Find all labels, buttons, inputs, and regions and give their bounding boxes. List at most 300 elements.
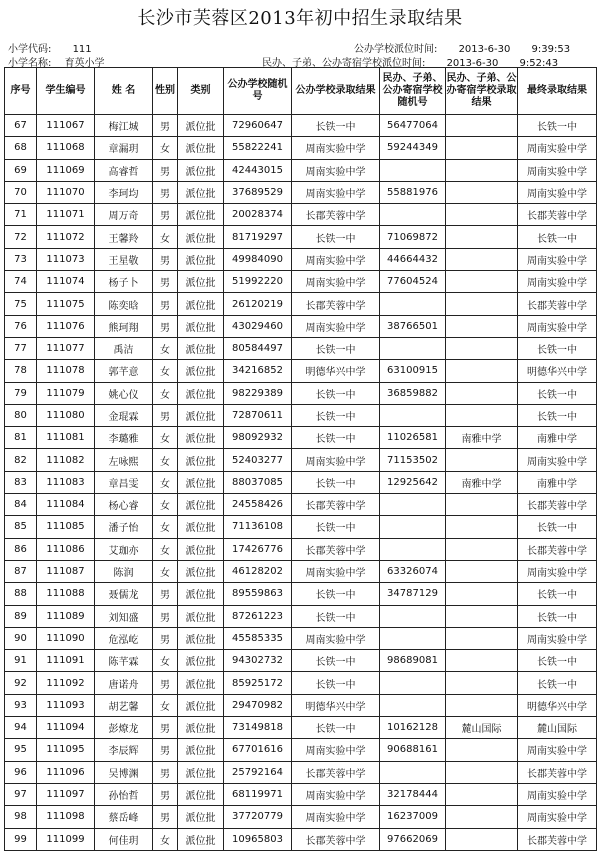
table-cell: 37720779	[224, 806, 292, 828]
table-cell: 长铁一中	[292, 516, 380, 538]
table-cell	[380, 293, 446, 315]
table-cell: 长铁一中	[518, 516, 597, 538]
table-cell	[446, 605, 518, 627]
table-cell	[380, 337, 446, 359]
table-cell: 派位批	[178, 806, 224, 828]
table-cell: 明德华兴中学	[292, 360, 380, 382]
table-cell: 111091	[37, 650, 95, 672]
table-cell: 艾珈亦	[95, 538, 153, 560]
table-cell: 胡艺馨	[95, 694, 153, 716]
table-cell: 派位批	[178, 248, 224, 270]
table-cell	[380, 538, 446, 560]
table-cell: 明德华兴中学	[518, 694, 597, 716]
table-cell	[446, 449, 518, 471]
table-cell	[446, 204, 518, 226]
table-cell: 王星敬	[95, 248, 153, 270]
table-cell: 派位批	[178, 471, 224, 493]
table-cell: 派位批	[178, 181, 224, 203]
table-cell: 111073	[37, 248, 95, 270]
table-cell	[446, 360, 518, 382]
table-cell	[446, 761, 518, 783]
table-cell: 52403277	[224, 449, 292, 471]
public-date: 2013-6-30	[458, 44, 511, 55]
table-cell: 周南实验中学	[292, 159, 380, 181]
table-cell: 男	[153, 315, 178, 337]
table-cell: 96	[5, 761, 37, 783]
table-cell	[446, 293, 518, 315]
table-cell: 81719297	[224, 226, 292, 248]
table-cell: 111097	[37, 783, 95, 805]
table-cell: 111069	[37, 159, 95, 181]
table-cell: 派位批	[178, 627, 224, 649]
table-cell: 72960647	[224, 115, 292, 137]
table-cell: 周南实验中学	[292, 137, 380, 159]
table-cell: 84	[5, 494, 37, 516]
table-row	[5, 315, 597, 337]
table-cell: 周南实验中学	[292, 560, 380, 582]
table-row	[5, 471, 597, 493]
table-cell: 孙怡哲	[95, 783, 153, 805]
table-cell: 男	[153, 783, 178, 805]
table-cell: 82	[5, 449, 37, 471]
table-row	[5, 159, 597, 181]
table-cell: 97	[5, 783, 37, 805]
table-cell: 长郡芙蓉中学	[518, 538, 597, 560]
table-cell	[446, 159, 518, 181]
table-cell: 71136108	[224, 516, 292, 538]
table-cell: 周南实验中学	[292, 627, 380, 649]
table-cell: 72870611	[224, 404, 292, 426]
table-cell: 111071	[37, 204, 95, 226]
table-cell: 派位批	[178, 538, 224, 560]
table-cell: 45585335	[224, 627, 292, 649]
table-cell: 男	[153, 583, 178, 605]
table-cell: 49984090	[224, 248, 292, 270]
table-row	[5, 783, 597, 805]
table-cell: 男	[153, 159, 178, 181]
table-cell: 周南实验中学	[518, 271, 597, 293]
table-row	[5, 516, 597, 538]
table-cell: 南雅中学	[518, 427, 597, 449]
table-cell: 34787129	[380, 583, 446, 605]
table-cell: 周南实验中学	[518, 449, 597, 471]
table-cell: 女	[153, 694, 178, 716]
school-code-label: 小学代码:	[8, 44, 52, 55]
table-cell: 杨心睿	[95, 494, 153, 516]
table-cell: 26120219	[224, 293, 292, 315]
table-row	[5, 382, 597, 404]
table-cell: 陈奕晗	[95, 293, 153, 315]
table-cell: 男	[153, 627, 178, 649]
table-cell: 76	[5, 315, 37, 337]
table-cell: 73149818	[224, 717, 292, 739]
table-cell: 长郡芙蓉中学	[518, 293, 597, 315]
table-cell: 长郡芙蓉中学	[518, 828, 597, 850]
table-cell: 98689081	[380, 650, 446, 672]
table-cell: 70	[5, 181, 37, 203]
table-cell: 男	[153, 115, 178, 137]
table-cell: 男	[153, 271, 178, 293]
table-cell: 36859882	[380, 382, 446, 404]
table-cell: 女	[153, 337, 178, 359]
table-cell: 派位批	[178, 226, 224, 248]
table-cell: 72	[5, 226, 37, 248]
table-cell: 派位批	[178, 427, 224, 449]
table-cell: 长铁一中	[518, 115, 597, 137]
table-cell: 长郡芙蓉中学	[292, 538, 380, 560]
table-cell	[446, 337, 518, 359]
table-cell: 71069872	[380, 226, 446, 248]
table-cell: 10162128	[380, 717, 446, 739]
header-cell: 学生编号	[37, 68, 95, 115]
table-cell	[380, 516, 446, 538]
table-cell: 周南实验中学	[292, 181, 380, 203]
table-cell: 94	[5, 717, 37, 739]
table-cell	[446, 627, 518, 649]
header-cell: 公办学校录取结果	[292, 68, 380, 115]
table-cell: 79	[5, 382, 37, 404]
table-cell: 111081	[37, 427, 95, 449]
table-cell: 长铁一中	[518, 583, 597, 605]
table-cell: 南雅中学	[446, 471, 518, 493]
table-row	[5, 427, 597, 449]
table-cell: 女	[153, 516, 178, 538]
table-cell: 43029460	[224, 315, 292, 337]
table-cell: 80584497	[224, 337, 292, 359]
table-cell: 长铁一中	[292, 605, 380, 627]
table-cell	[380, 204, 446, 226]
table-cell: 派位批	[178, 828, 224, 850]
table-cell: 李珂均	[95, 181, 153, 203]
table-cell: 熊珂翔	[95, 315, 153, 337]
table-cell: 周南实验中学	[518, 806, 597, 828]
table-cell: 女	[153, 560, 178, 582]
table-cell: 56477064	[380, 115, 446, 137]
table-cell: 长铁一中	[292, 583, 380, 605]
table-cell	[380, 404, 446, 426]
table-cell: 88037085	[224, 471, 292, 493]
table-cell: 派位批	[178, 115, 224, 137]
table-cell: 彭燎龙	[95, 717, 153, 739]
table-cell: 南雅中学	[446, 427, 518, 449]
header-cell: 公办学校随机号	[224, 68, 292, 115]
table-cell: 111099	[37, 828, 95, 850]
table-cell: 男	[153, 181, 178, 203]
private-time: 9:52:43	[519, 58, 559, 69]
table-cell: 男	[153, 761, 178, 783]
table-cell: 17426776	[224, 538, 292, 560]
table-cell: 111090	[37, 627, 95, 649]
table-cell: 金琨霖	[95, 404, 153, 426]
table-cell: 87	[5, 560, 37, 582]
table-row	[5, 337, 597, 359]
table-cell	[446, 315, 518, 337]
table-cell: 111075	[37, 293, 95, 315]
table-cell: 长郡芙蓉中学	[292, 828, 380, 850]
table-cell: 周南实验中学	[292, 739, 380, 761]
table-cell	[380, 694, 446, 716]
table-cell: 55881976	[380, 181, 446, 203]
table-cell: 111094	[37, 717, 95, 739]
header-cell: 性别	[153, 68, 178, 115]
table-cell	[446, 538, 518, 560]
table-row	[5, 560, 597, 582]
table-cell: 111077	[37, 337, 95, 359]
table-cell: 111093	[37, 694, 95, 716]
table-cell: 86	[5, 538, 37, 560]
table-row	[5, 627, 597, 649]
table-cell: 派位批	[178, 404, 224, 426]
table-cell: 周南实验中学	[518, 159, 597, 181]
table-cell	[446, 248, 518, 270]
table-cell: 派位批	[178, 337, 224, 359]
table-cell: 111098	[37, 806, 95, 828]
table-cell: 长铁一中	[292, 717, 380, 739]
table-cell: 派位批	[178, 360, 224, 382]
table-cell: 周南实验中学	[292, 315, 380, 337]
table-cell: 女	[153, 382, 178, 404]
table-cell: 74	[5, 271, 37, 293]
public-time: 9:39:53	[531, 44, 571, 55]
table-cell: 男	[153, 717, 178, 739]
table-cell: 周万奇	[95, 204, 153, 226]
table-cell	[446, 828, 518, 850]
table-cell: 派位批	[178, 650, 224, 672]
header-cell: 序号	[5, 68, 37, 115]
table-row	[5, 806, 597, 828]
table-cell: 77	[5, 337, 37, 359]
table-cell: 90	[5, 627, 37, 649]
table-cell: 周南实验中学	[518, 315, 597, 337]
table-row	[5, 494, 597, 516]
table-cell: 长铁一中	[292, 115, 380, 137]
private-date: 2013-6-30	[446, 58, 499, 69]
table-cell: 女	[153, 137, 178, 159]
table-cell: 91	[5, 650, 37, 672]
table-cell	[446, 783, 518, 805]
table-cell: 长郡芙蓉中学	[518, 494, 597, 516]
school-code-value: 111	[72, 44, 92, 55]
table-header-row	[5, 68, 597, 115]
table-cell: 75	[5, 293, 37, 315]
table-cell: 98229389	[224, 382, 292, 404]
table-cell: 111072	[37, 226, 95, 248]
table-cell	[446, 739, 518, 761]
table-cell: 周南实验中学	[292, 449, 380, 471]
table-cell: 111085	[37, 516, 95, 538]
table-cell: 111084	[37, 494, 95, 516]
table-cell: 12925642	[380, 471, 446, 493]
table-cell	[380, 761, 446, 783]
table-cell: 章漏玥	[95, 137, 153, 159]
table-row	[5, 694, 597, 716]
table-cell: 周南实验中学	[518, 783, 597, 805]
table-cell	[446, 115, 518, 137]
table-cell: 长铁一中	[518, 226, 597, 248]
table-cell: 派位批	[178, 583, 224, 605]
table-cell: 潘子怡	[95, 516, 153, 538]
table-cell: 97662069	[380, 828, 446, 850]
table-cell: 唐诺舟	[95, 672, 153, 694]
public-time-label: 公办学校派位时间:	[354, 44, 438, 55]
table-cell: 44664432	[380, 248, 446, 270]
school-name-value: 育英小学	[64, 58, 105, 69]
table-cell: 63100915	[380, 360, 446, 382]
table-cell: 69	[5, 159, 37, 181]
table-cell: 98092932	[224, 427, 292, 449]
table-cell: 111088	[37, 583, 95, 605]
table-cell: 男	[153, 605, 178, 627]
table-cell: 89559863	[224, 583, 292, 605]
table-cell: 92	[5, 672, 37, 694]
table-cell: 女	[153, 650, 178, 672]
table-cell: 何佳玥	[95, 828, 153, 850]
table-row	[5, 115, 597, 137]
table-cell: 111087	[37, 560, 95, 582]
table-cell: 陈润	[95, 560, 153, 582]
table-cell	[380, 605, 446, 627]
table-cell: 68119971	[224, 783, 292, 805]
table-cell: 长铁一中	[292, 471, 380, 493]
school-name-label: 小学名称:	[8, 58, 52, 69]
table-cell: 25792164	[224, 761, 292, 783]
table-cell	[380, 159, 446, 181]
header-cell: 姓 名	[95, 68, 153, 115]
table-row	[5, 226, 597, 248]
table-cell	[446, 382, 518, 404]
table-cell: 71	[5, 204, 37, 226]
table-cell: 派位批	[178, 204, 224, 226]
table-cell	[446, 583, 518, 605]
table-cell: 派位批	[178, 293, 224, 315]
table-cell: 男	[153, 293, 178, 315]
table-cell: 聂儒龙	[95, 583, 153, 605]
table-cell: 67	[5, 115, 37, 137]
table-cell: 51992220	[224, 271, 292, 293]
table-cell: 危泓屹	[95, 627, 153, 649]
table-cell: 周南实验中学	[292, 248, 380, 270]
table-cell: 周南实验中学	[292, 783, 380, 805]
table-cell	[446, 494, 518, 516]
table-cell: 长铁一中	[518, 404, 597, 426]
table-cell: 34216852	[224, 360, 292, 382]
table-row	[5, 717, 597, 739]
table-cell: 男	[153, 204, 178, 226]
table-cell: 长郡芙蓉中学	[292, 293, 380, 315]
table-cell: 梅江城	[95, 115, 153, 137]
table-cell: 长铁一中	[518, 650, 597, 672]
table-cell	[446, 137, 518, 159]
table-cell: 长铁一中	[518, 605, 597, 627]
table-cell: 20028374	[224, 204, 292, 226]
table-cell: 派位批	[178, 494, 224, 516]
table-cell: 111082	[37, 449, 95, 471]
table-cell: 男	[153, 806, 178, 828]
results-table	[4, 67, 597, 851]
table-cell: 李辰辉	[95, 739, 153, 761]
table-row	[5, 538, 597, 560]
table-cell: 85925172	[224, 672, 292, 694]
table-cell: 111096	[37, 761, 95, 783]
table-cell: 派位批	[178, 137, 224, 159]
table-cell: 111074	[37, 271, 95, 293]
table-row	[5, 828, 597, 850]
table-cell: 麓山国际	[446, 717, 518, 739]
table-cell: 女	[153, 538, 178, 560]
table-cell: 南雅中学	[518, 471, 597, 493]
header-cell: 民办、子弟、公办寄宿学校录取结果	[446, 68, 518, 115]
table-cell: 周南实验中学	[518, 627, 597, 649]
table-cell: 111095	[37, 739, 95, 761]
header-cell: 类别	[178, 68, 224, 115]
table-cell: 王馨羚	[95, 226, 153, 248]
table-cell: 98	[5, 806, 37, 828]
table-cell: 16237009	[380, 806, 446, 828]
table-cell: 郭芊意	[95, 360, 153, 382]
table-cell: 长郡芙蓉中学	[518, 761, 597, 783]
table-cell	[446, 560, 518, 582]
table-cell: 女	[153, 471, 178, 493]
table-cell: 男	[153, 404, 178, 426]
table-row	[5, 248, 597, 270]
table-cell: 11026581	[380, 427, 446, 449]
table-row	[5, 672, 597, 694]
table-cell: 29470982	[224, 694, 292, 716]
table-cell: 派位批	[178, 783, 224, 805]
table-cell: 95	[5, 739, 37, 761]
table-row	[5, 605, 597, 627]
table-cell: 42443015	[224, 159, 292, 181]
table-cell: 男	[153, 739, 178, 761]
table-row	[5, 583, 597, 605]
table-row	[5, 650, 597, 672]
table-cell: 46128202	[224, 560, 292, 582]
table-cell: 派位批	[178, 560, 224, 582]
table-cell: 女	[153, 449, 178, 471]
table-cell: 24558426	[224, 494, 292, 516]
table-body	[5, 115, 597, 851]
table-cell: 周南实验中学	[292, 806, 380, 828]
private-time-label: 民办、子弟、公办寄宿学校派位时间:	[262, 58, 426, 69]
table-cell: 长铁一中	[292, 382, 380, 404]
table-cell: 长铁一中	[292, 672, 380, 694]
table-cell	[446, 806, 518, 828]
table-cell: 68	[5, 137, 37, 159]
table-cell: 71153502	[380, 449, 446, 471]
table-cell: 长郡芙蓉中学	[292, 761, 380, 783]
table-cell: 派位批	[178, 449, 224, 471]
table-cell: 派位批	[178, 739, 224, 761]
table-cell: 左咏熙	[95, 449, 153, 471]
table-cell: 80	[5, 404, 37, 426]
table-cell	[446, 271, 518, 293]
table-cell: 89	[5, 605, 37, 627]
table-cell: 周南实验中学	[292, 271, 380, 293]
table-cell: 10965803	[224, 828, 292, 850]
table-row	[5, 204, 597, 226]
table-cell: 明德华兴中学	[518, 360, 597, 382]
table-cell: 63326074	[380, 560, 446, 582]
table-row	[5, 271, 597, 293]
table-cell: 女	[153, 226, 178, 248]
table-cell: 111076	[37, 315, 95, 337]
table-cell: 37689529	[224, 181, 292, 203]
table-cell: 111068	[37, 137, 95, 159]
table-cell	[380, 672, 446, 694]
table-cell: 明德华兴中学	[292, 694, 380, 716]
table-cell: 73	[5, 248, 37, 270]
table-cell	[446, 516, 518, 538]
